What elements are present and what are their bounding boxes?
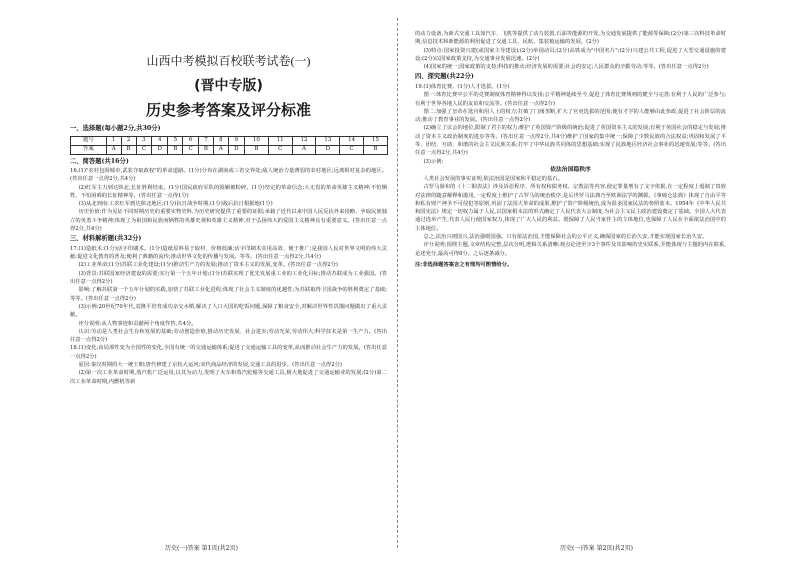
answer-table-number-row xyxy=(71,136,388,145)
q-number: 6 xyxy=(183,136,199,145)
answer-paragraph: 的动力设备,为新式交通工具如汽车、飞机等提供了动力装置,石油等能源的开发,为交通发展提供了能源等保障;(2分)第三次科技革命时期,信息技术和新能源的利用促进了交通工具、民航、集装箱运输的发展。(2分) xyxy=(415,31,726,46)
answer-paragraph: (2)红军主力到达陕北,长征胜利结束。(1分)国民政府军队的围剿被粉碎。(1分)坚定的革命信念;大无畏的革命英雄主义精神;不怕牺牲、不怕困难的长征精神等。(答出任意一点得1分) xyxy=(70,184,387,199)
answer-paragraph: 图一:体育比赛中公平的竞赛制度体育精神得以发扬;公平精神延续至今,促进了体育比赛规则的健全与完善;有利于人民的广泛参与;有利于世界各地人民的友谊和交流等。(答出任意一点得2分) xyxy=(415,92,726,107)
answer-paragraph: 图二:加强了皇帝在选官和用人上的权力;打破了门阀垄断,扩大了官吏选拔的范围;使有才学的人能够由此参政,促进了社会阶层的流动;推动了教育事业的发展。(答出任意一点得2分) xyxy=(415,108,726,124)
final-note: 注:非选择题答案言之有理均可酌情给分。 xyxy=(415,261,513,268)
q-answer: B xyxy=(198,145,213,154)
answer-paragraph: (3)背景:苏联国家经济建设的需要;实行第一个五年计划;(1分)苏联实现了优先发展重工业的工业化目标;推动苏联成为工业强国。(答出任意一点得2分) xyxy=(70,270,387,286)
answer-paragraph: (4)国家的统一;国家政策的支持;科技的推动;经济发展的需要;社会的安定;人民群众的辛勤劳动;等等。(答出任意一点得2分) xyxy=(423,64,709,71)
q-answer: C xyxy=(183,145,199,154)
answer-paragraph: 原因:秦汉时期的大一统王朝;唐代修建了京杭大运河;宋代商品经济的发展,交通工具的进步。(答出任意一点得2分) xyxy=(78,362,342,369)
answer-paragraph: (2)确立了议会的地位,限制了君主的权力;维护了英国资产阶级的统治;促进了英国资本主义的发展;有利于英国社会的稳定与发展;推动了资本主义政治制度的进步等等。(答出任意一点得2分,共4分)维护了国家的集中统一;保障了少数民族的合法权益;巩固和发展了平等、团结、互助、和谐的社会主义民族关系;打牢了中华民族共同体的思想基础;实现了民族地区经济社会事业的迅速发展;等等。(答出任意一点得2分,共4分) xyxy=(415,125,726,157)
q-number: 3 xyxy=(136,136,152,145)
q-answer: A xyxy=(292,145,316,154)
page-two xyxy=(397,0,794,562)
q-number: 1 xyxy=(106,136,121,145)
section-heading-material: 三、材料解析题(共32分) xyxy=(70,235,142,243)
essay-paragraph: 古罗马颁布的《十二铜表法》涉及诉讼程序、所有权和债务权、宗教法等内容,使定罪量刑有了文字依据,在一定程度上遏制了贵族对法律的随意解释和滥用,一定程度上维护了古罗马的统治秩序,是后世罗马法典乃至欧洲法学的渊源。《拿破仑法典》体现了自由平等和私有财产神圣不可侵犯等原则,巩固了法国大革命的成果,维护了资产阶级统治,成为很多国家民法的参照蓝本。1954年《中华人民共和国宪法》规定一切权力属于人民,以国家根本法的形式确定了人民代表大会制度,为社会主义民主政治建设奠定了基础。全国人大代表通过选举产生,代表人民行使国家权力,体现了广大人民的利益。既保障了人民当家作主的主体地位,也保障了人民在全面依法治国中的主体地位。 xyxy=(415,184,726,232)
q-answer: B xyxy=(364,145,388,154)
section-heading-choice: 一、选择题(每小题2分,共30分) xyxy=(70,125,161,132)
q-number: 11 xyxy=(268,136,292,145)
q-answer: D xyxy=(152,145,168,154)
answer-paragraph: 16.(1)"农村包围城市,武装夺取政权"的革命道路。(1分)分布在湖南或三省交界处;敌人统治力量薄弱的农村地区;远离相对复杂的地区。(答出任意一点得2分,共4分) xyxy=(70,168,387,183)
q-number: 9 xyxy=(228,136,244,145)
essay-paragraph: 总之,法治兴则国兴,法治强则国强。只有依法治国,才能保障社会的公平正义,确保国家的长治久安,才能实现国家长治久安。 xyxy=(423,234,708,241)
row-label-answer: 答案 xyxy=(71,145,107,154)
q-number: 2 xyxy=(121,136,136,145)
answer-table xyxy=(70,136,388,155)
answer-paragraph: (3)示例:20世纪70年代,袁隆平培育成功杂交水稻,解决了人口大国的吃饭问题,保障了粮食安全,对解决世界性饥饿问题做出了重大贡献。 xyxy=(70,303,387,319)
answer-table-answer-row xyxy=(71,145,388,154)
exam-title: 山西中考模拟百校联考试卷(一) xyxy=(146,54,311,68)
exam-subtitle: (晋中专版) xyxy=(194,78,263,94)
q-number: 7 xyxy=(198,136,213,145)
q-answer: D xyxy=(228,145,244,154)
answer-paragraph: 19.(1)体育比赛。(1分)人才选拔。(1分) xyxy=(415,83,510,90)
answer-paragraph: 认识:劳动是人类社会生存和发展的基础;劳动创造价值,推动历史发展、社会进步;劳动光荣,劳动伟大;科学技术是第一生产力。(答出任意一点得2分) xyxy=(70,328,387,344)
answer-paragraph: 影响:了解苏联第一个五年计划的实践,加快了苏联工业化进程;体现了社会主义制度的优越性;为苏联取得卫国战争的胜利奠定了基础;等等。(答出任意一点得2分) xyxy=(70,287,387,302)
footer-page-two: 历史(一)答案 第2页(共2页) xyxy=(560,545,633,552)
q-number: 14 xyxy=(340,136,364,145)
q-number: 12 xyxy=(292,136,316,145)
scoring-note: 评分说明:围绕主题,文章结构完整,层次分明,逻辑关系清晰;观点论述至少3个事件及其影响的史实联系,并能体现与主题的内在联系,论述充分,最高可得8分。之后逐条减分。 xyxy=(415,242,726,257)
answer-paragraph: 历史价值:作为见证不同时期历史的重要实物史料,为历史研究提供了重要的证据;承载了近代以来中国人民反抗外来侵略、争取民族独立的英勇斗争精神;体现了为祖国和民族而牺牲的英雄史观和英雄主义精神,对于弘扬伟大的爱国主义精神具有重要意义。(答出任意一点得2分,共4分) xyxy=(70,209,387,233)
section-heading-inquiry: 四、探究题(共22分) xyxy=(415,73,474,81)
scoring-note: 评分说明:从人物事迹和贡献两个角度作答,共4分。 xyxy=(78,320,197,327)
q-answer: A xyxy=(213,145,228,154)
section-heading-short-answer: 二、简答题(共16分) xyxy=(70,157,129,165)
q-number: 8 xyxy=(213,136,228,145)
answer-paragraph: (3)示例: xyxy=(423,158,444,165)
q-number: 15 xyxy=(364,136,388,145)
essay-paragraph: 人类社会发展的事实证明,依法治国是国家和平稳定的基石。 xyxy=(423,175,563,182)
q-answer: D xyxy=(316,145,340,154)
essay-title: 依法治国稳秩序 xyxy=(550,166,591,173)
q-number: 10 xyxy=(244,136,268,145)
answer-paragraph: (2)第一次工业革命时期,蒸汽机广泛运用,以其为动力,发明了火车和蒸汽轮船等交通工具,极大地促进了交通运输业的发展;(2分)第二次工业革命时期,内燃机等新 xyxy=(70,370,387,385)
footer-page-one: 历史(一)答案 第1页(共2页) xyxy=(165,545,238,552)
q-answer: A xyxy=(106,145,121,154)
q-number: 5 xyxy=(168,136,183,145)
answer-paragraph: (2)工业革命;(1分)苏联工业化建设;(1分)推动生产力的发展;推动了资本主义的发展,变革。(答出任意一点得2分) xyxy=(78,262,338,269)
q-answer: C xyxy=(340,145,364,154)
q-number: 4 xyxy=(152,136,168,145)
q-answer: C xyxy=(268,145,292,154)
q-answer: B xyxy=(168,145,183,154)
answer-paragraph: 18.(1)变化:由局部性变为全国性的变化,全国有统一的交通运输体系;促进了交通运输工具的变革,从而推动社会生产力的发展。(答出任意一点得2分) xyxy=(70,345,387,360)
q-answer: B xyxy=(244,145,268,154)
answer-paragraph: (3)从北到南:工农红军到达陕北地区;(1分)抗日战争时期,(1分)敌后抗日根据地(1分) xyxy=(78,201,273,208)
q-answer: C xyxy=(136,145,152,154)
q-number: 13 xyxy=(316,136,340,145)
row-label-question: 题号 xyxy=(71,136,107,145)
main-title: 历史参考答案及评分标准 xyxy=(145,101,311,119)
answer-paragraph: 17.(1)造纸术:(1分)活字印刷术。(1分)造纸原料易于取材、价格低廉;活字印刷术实用高效、便于推广;是我国人民对世界文明的伟大贡献;促进文化教育的普及;便利了典籍的流传;推动世界文化的传播与发展。等等。(答出任意一点得2分,共4分) xyxy=(70,245,387,261)
answer-paragraph: (3)特点:国家投资兴建(或国家主导建设);(2分)举国动员;(2分)高铁成为"中国名片";(2分)兴建公共工程,促进了大型交通设施的建设;(2分)以国家政策支持,为交通事业发展迅速。(2分) xyxy=(415,47,726,62)
q-answer: B xyxy=(121,145,136,154)
